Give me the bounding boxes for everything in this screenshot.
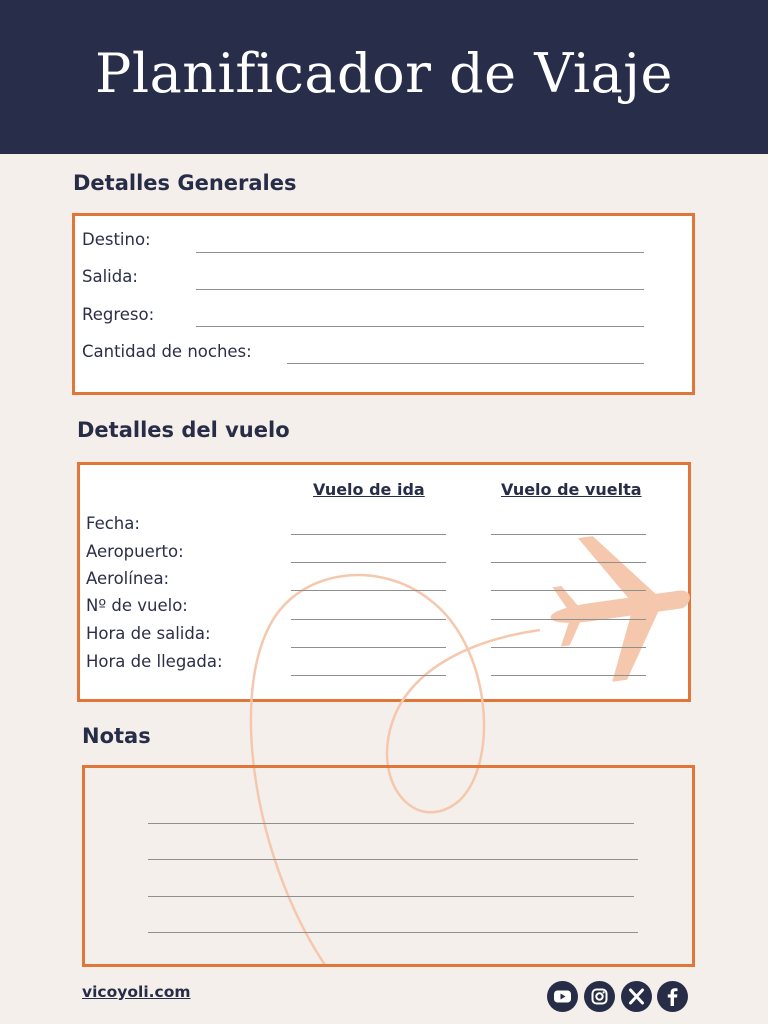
- destination-field[interactable]: [196, 252, 644, 253]
- departure-field[interactable]: [196, 289, 644, 290]
- departure-label: Salida:: [82, 267, 138, 286]
- airline-label: Aerolínea:: [86, 569, 170, 588]
- return-label: Regreso:: [82, 305, 155, 324]
- nights-field[interactable]: [287, 363, 644, 364]
- departure-time-label: Hora de salida:: [86, 624, 211, 643]
- page-title: Planificador de Viaje: [94, 42, 673, 105]
- general-section-title: Detalles Generales: [73, 171, 297, 195]
- notes-line[interactable]: [148, 823, 634, 824]
- nights-label: Cantidad de noches:: [82, 342, 252, 361]
- return-flight-number-field[interactable]: [491, 619, 646, 620]
- notes-line[interactable]: [148, 932, 638, 933]
- facebook-icon[interactable]: [657, 981, 688, 1012]
- header-banner: [0, 0, 768, 154]
- arrival-time-label: Hora de llegada:: [86, 652, 223, 671]
- return-field[interactable]: [196, 326, 644, 327]
- youtube-icon[interactable]: [547, 981, 578, 1012]
- outbound-flight-heading: Vuelo de ida: [313, 480, 425, 499]
- outbound-departure-time-field[interactable]: [291, 647, 446, 648]
- notes-section-title: Notas: [82, 724, 151, 748]
- flight-section-title: Detalles del vuelo: [77, 418, 290, 442]
- airport-label: Aeropuerto:: [86, 542, 184, 561]
- return-airline-field[interactable]: [491, 590, 646, 591]
- notes-line[interactable]: [148, 896, 634, 897]
- outbound-airport-field[interactable]: [291, 562, 446, 563]
- return-date-field[interactable]: [491, 534, 646, 535]
- outbound-date-field[interactable]: [291, 534, 446, 535]
- general-details-box: [72, 213, 695, 395]
- outbound-airline-field[interactable]: [291, 590, 446, 591]
- flight-number-label: Nº de vuelo:: [86, 596, 188, 615]
- return-arrival-time-field[interactable]: [491, 675, 646, 676]
- instagram-icon[interactable]: [584, 981, 615, 1012]
- notes-box: [82, 765, 695, 967]
- x-icon[interactable]: [621, 981, 652, 1012]
- outbound-flight-number-field[interactable]: [291, 619, 446, 620]
- flight-date-label: Fecha:: [86, 514, 140, 533]
- notes-line[interactable]: [148, 859, 638, 860]
- return-departure-time-field[interactable]: [491, 647, 646, 648]
- return-flight-heading: Vuelo de vuelta: [501, 480, 642, 499]
- destination-label: Destino:: [82, 230, 151, 249]
- website-link[interactable]: vicoyoli.com: [82, 983, 191, 1001]
- outbound-arrival-time-field[interactable]: [291, 675, 446, 676]
- return-airport-field[interactable]: [491, 562, 646, 563]
